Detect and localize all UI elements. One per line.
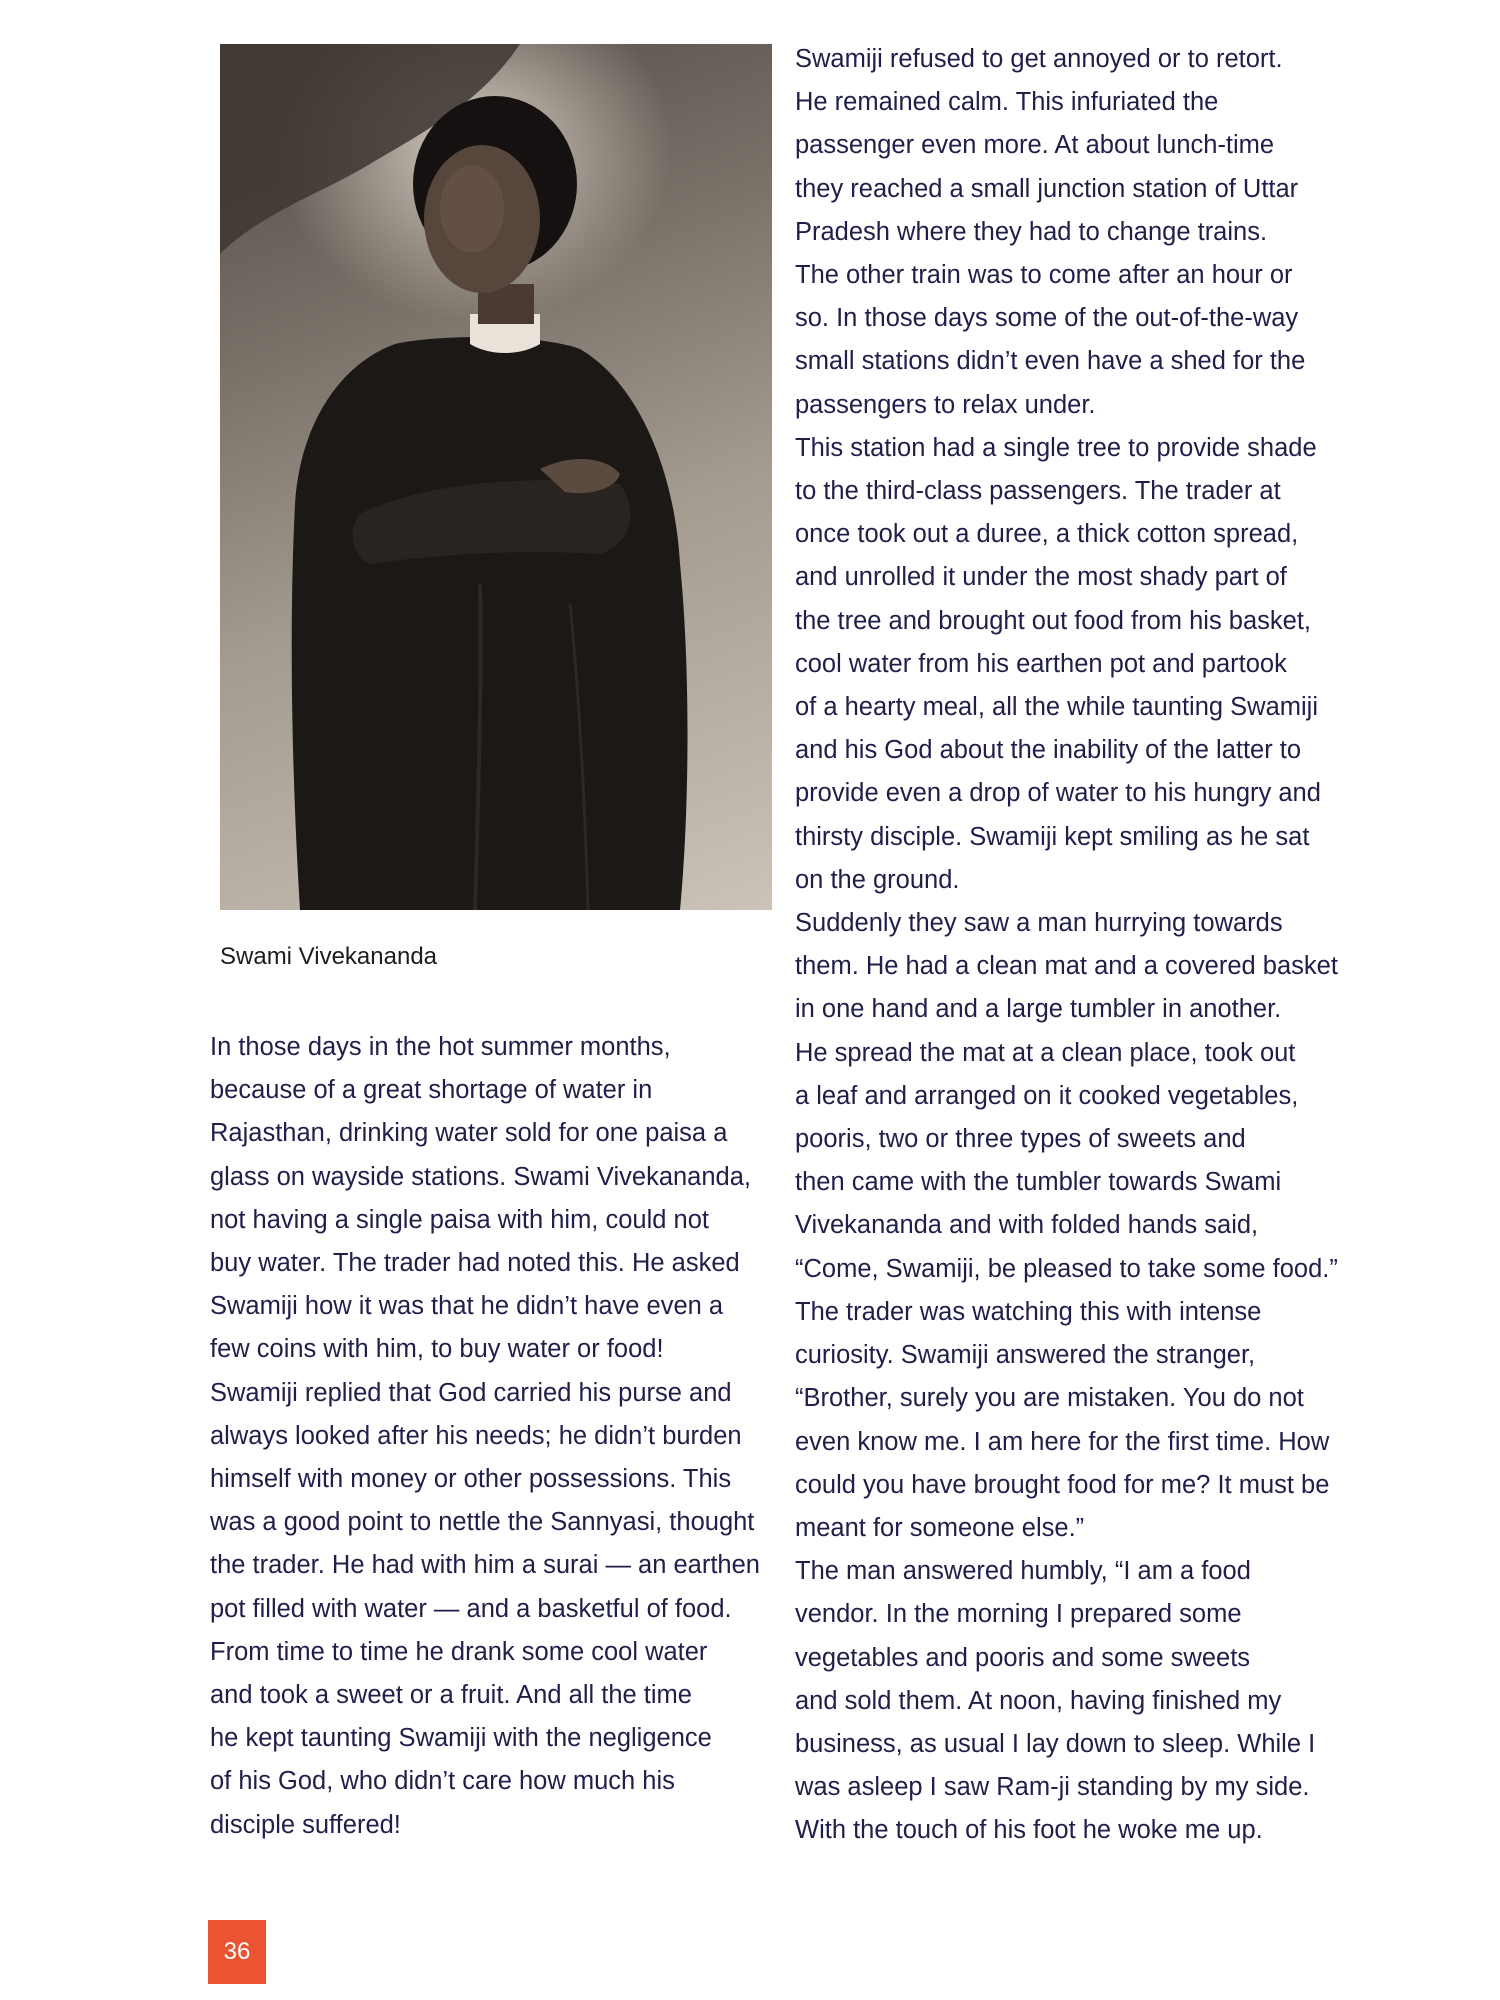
text-line: was asleep I saw Ram-ji standing by my side.: [795, 1773, 1310, 1802]
text-line: small stations didn’t even have a shed for the: [795, 347, 1306, 376]
text-line: provide even a drop of water to his hungry and: [795, 779, 1321, 808]
text-line: This station had a single tree to provide shade: [795, 433, 1317, 462]
text-line: them. He had a clean mat and a covered basket: [795, 952, 1338, 981]
text-line: “Brother, surely you are mistaken. You do not: [795, 1384, 1304, 1413]
text-line: pooris, two or three types of sweets and: [795, 1125, 1246, 1154]
text-line: glass on wayside stations. Swami Vivekananda,: [210, 1162, 751, 1191]
text-line: In those days in the hot summer months,: [210, 1033, 671, 1061]
text-line: From time to time he drank some cool water: [210, 1637, 708, 1666]
text-line: and took a sweet or a fruit. And all the time: [210, 1681, 692, 1710]
text-line: He remained calm. This infuriated the: [795, 88, 1219, 117]
text-line: because of a great shortage of water in: [210, 1076, 653, 1105]
text-line: disciple suffered!: [210, 1810, 401, 1839]
text-line: Vivekananda and with folded hands said,: [795, 1211, 1259, 1240]
text-line: they reached a small junction station of Uttar: [795, 174, 1299, 203]
text-line: was a good point to nettle the Sannyasi, thought: [210, 1508, 755, 1537]
text-line: and sold them. At noon, having finished my: [795, 1686, 1282, 1715]
text-line: the trader. He had with him a surai — an earthen: [210, 1551, 760, 1580]
text-line: passenger even more. At about lunch-time: [795, 131, 1275, 160]
text-line: on the ground.: [795, 865, 960, 894]
text-line: Suddenly they saw a man hurrying towards: [795, 909, 1283, 938]
text-line: pot filled with water — and a basketful of food.: [210, 1594, 732, 1623]
text-line: then came with the tumbler towards Swami: [795, 1168, 1282, 1197]
text-line: a leaf and arranged on it cooked vegetables,: [795, 1081, 1299, 1110]
text-line: Rajasthan, drinking water sold for one paisa a: [210, 1119, 728, 1148]
text-line: The man answered humbly, “I am a food: [795, 1557, 1251, 1586]
text-line: once took out a duree, a thick cotton spread,: [795, 520, 1299, 549]
text-line: even know me. I am here for the first time. How: [795, 1427, 1330, 1456]
text-line: Swamiji how it was that he didn’t have even a: [210, 1292, 724, 1321]
text-line: business, as usual I lay down to sleep. While I: [795, 1729, 1316, 1758]
text-line: not having a single paisa with him, could not: [210, 1205, 709, 1234]
right-text-column: [795, 38, 1338, 1853]
text-line: vendor. In the morning I prepared some: [795, 1600, 1242, 1629]
text-line: the tree and brought out food from his basket,: [795, 606, 1311, 635]
text-line: Pradesh where they had to change trains.: [795, 217, 1268, 246]
text-line: and unrolled it under the most shady part of: [795, 563, 1287, 592]
text-line: The trader was watching this with intense: [795, 1297, 1262, 1326]
photo-caption: Swami Vivekananda: [220, 943, 438, 970]
text-line: always looked after his needs; he didn’t burden: [210, 1421, 742, 1450]
text-line: and his God about the inability of the latter to: [795, 736, 1302, 765]
text-line: buy water. The trader had noted this. He asked: [210, 1249, 740, 1278]
text-line: “Come, Swamiji, be pleased to take some food.”: [795, 1254, 1338, 1283]
left-text-column: [210, 1026, 760, 1847]
text-line: vegetables and pooris and some sweets: [795, 1643, 1251, 1672]
text-line: so. In those days some of the out-of-the-way: [795, 304, 1299, 333]
text-line: cool water from his earthen pot and partook: [795, 649, 1287, 678]
text-line: passengers to relax under.: [795, 390, 1096, 419]
text-line: Swamiji refused to get annoyed or to retort.: [795, 45, 1283, 73]
text-line: in one hand and a large tumbler in another.: [795, 995, 1282, 1024]
text-line: curiosity. Swamiji answered the stranger,: [795, 1341, 1256, 1370]
text-line: thirsty disciple. Swamiji kept smiling as he sat: [795, 822, 1310, 851]
text-line: of a hearty meal, all the while taunting Swamiji: [795, 693, 1319, 722]
text-line: He spread the mat at a clean place, took out: [795, 1038, 1296, 1067]
text-line: of his God, who didn’t care how much his: [210, 1767, 675, 1796]
page-number-badge: 36: [208, 1920, 266, 1984]
text-line: himself with money or other possessions. This: [210, 1465, 732, 1494]
text-line: meant for someone else.”: [795, 1513, 1085, 1542]
portrait-photo: [220, 44, 772, 910]
text-line: The other train was to come after an hour or: [795, 261, 1293, 290]
text-line: few coins with him, to buy water or food!: [210, 1335, 664, 1364]
text-line: With the touch of his foot he woke me up.: [795, 1816, 1263, 1845]
text-line: could you have brought food for me? It must be: [795, 1470, 1330, 1499]
text-line: to the third-class passengers. The trader at: [795, 477, 1281, 506]
text-line: he kept taunting Swamiji with the negligence: [210, 1724, 712, 1753]
text-line: Swamiji replied that God carried his purse and: [210, 1378, 732, 1407]
